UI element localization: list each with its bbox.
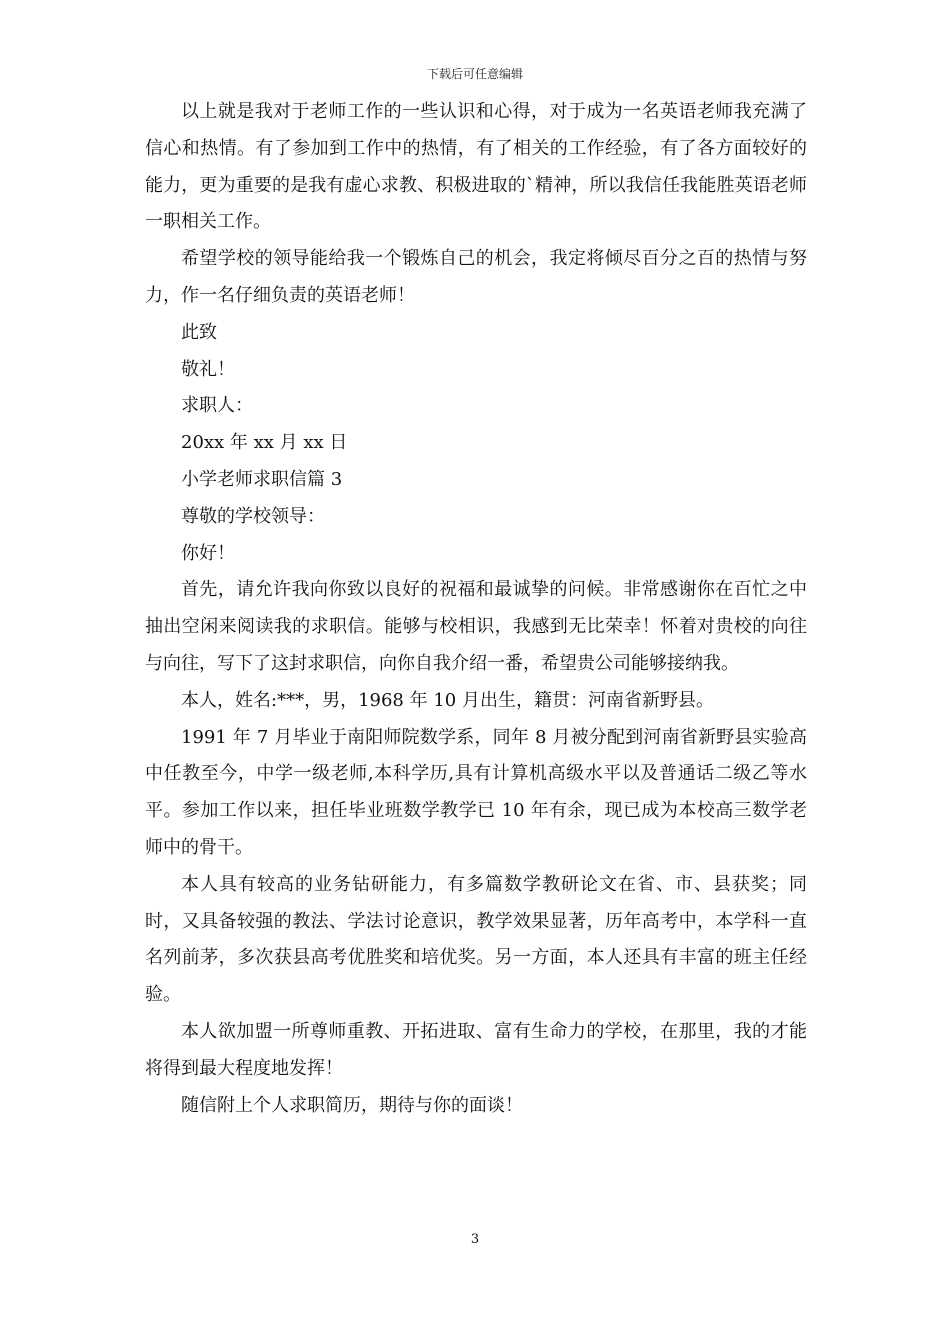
paragraph: 以上就是我对于老师工作的一些认识和心得，对于成为一名英语老师我充满了信心和热情。有了参加到工作中的热情，有了相关的工作经验，有了各方面较好的能力，更为重要的是我有虚心求教、积极进取的`精神，所以我信任我能胜英语老师一职相关工作。 [145,101,807,233]
section-title: 小学老师求职信篇 3 [181,468,343,490]
closing-line: 此致 [181,321,217,343]
paragraph: 本人具有较高的业务钻研能力，有多篇数学教研论文在省、市、县获奖；同时，又具备较强的教法、学法讨论意识，教学效果显著，历年高考中，本学科一直名列前茅，多次获县高考优胜奖和培优奖。另一方面，本人还具有丰富的班主任经验。 [145,873,807,1006]
letter-body [145,94,807,1124]
signature-label: 求职人： [181,395,253,417]
salutation: 尊敬的学校领导： [181,505,325,527]
paragraph: 希望学校的领导能给我一个锻炼自己的机会，我定将倾尽百分之百的热情与努力，作一名仔细负责的英语老师！ [145,248,807,306]
paragraph: 本人，姓名:***，男，1968 年 10 月出生，籍贯：河南省新野县。 [181,689,714,711]
paragraph: 本人欲加盟一所尊师重教、开拓进取、富有生命力的学校，在那里，我的才能将得到最大程度地发挥！ [145,1020,807,1079]
page-number: 3 [470,1232,480,1247]
letter-date: 20xx 年 xx 月 xx 日 [181,432,348,454]
paragraph: 1991 年 7 月毕业于南阳师院数学系，同年 8 月被分配到河南省新野县实验高中任教至今，中学一级老师,本科学历,具有计算机高级水平以及普通话二级乙等水平。参加工作以来，担任毕业班数学教学已 10 年有余，现已成为本校高三数学老师中的骨干。 [145,726,807,858]
greeting: 你好！ [181,542,235,564]
paragraph: 首先，请允许我向你致以良好的祝福和最诚挚的问候。非常感谢你在百忙之中抽出空闲来阅读我的求职信。能够与校相识，我感到无比荣幸！怀着对贵校的向往与向往，写下了这封求职信，向你自我介绍一番，希望贵公司能够接纳我。 [145,579,807,674]
closing-salute: 敬礼！ [181,358,235,380]
paragraph: 随信附上个人求职简历，期待与你的面谈！ [181,1094,523,1116]
page-header: 下载后可任意编辑 [426,67,523,81]
